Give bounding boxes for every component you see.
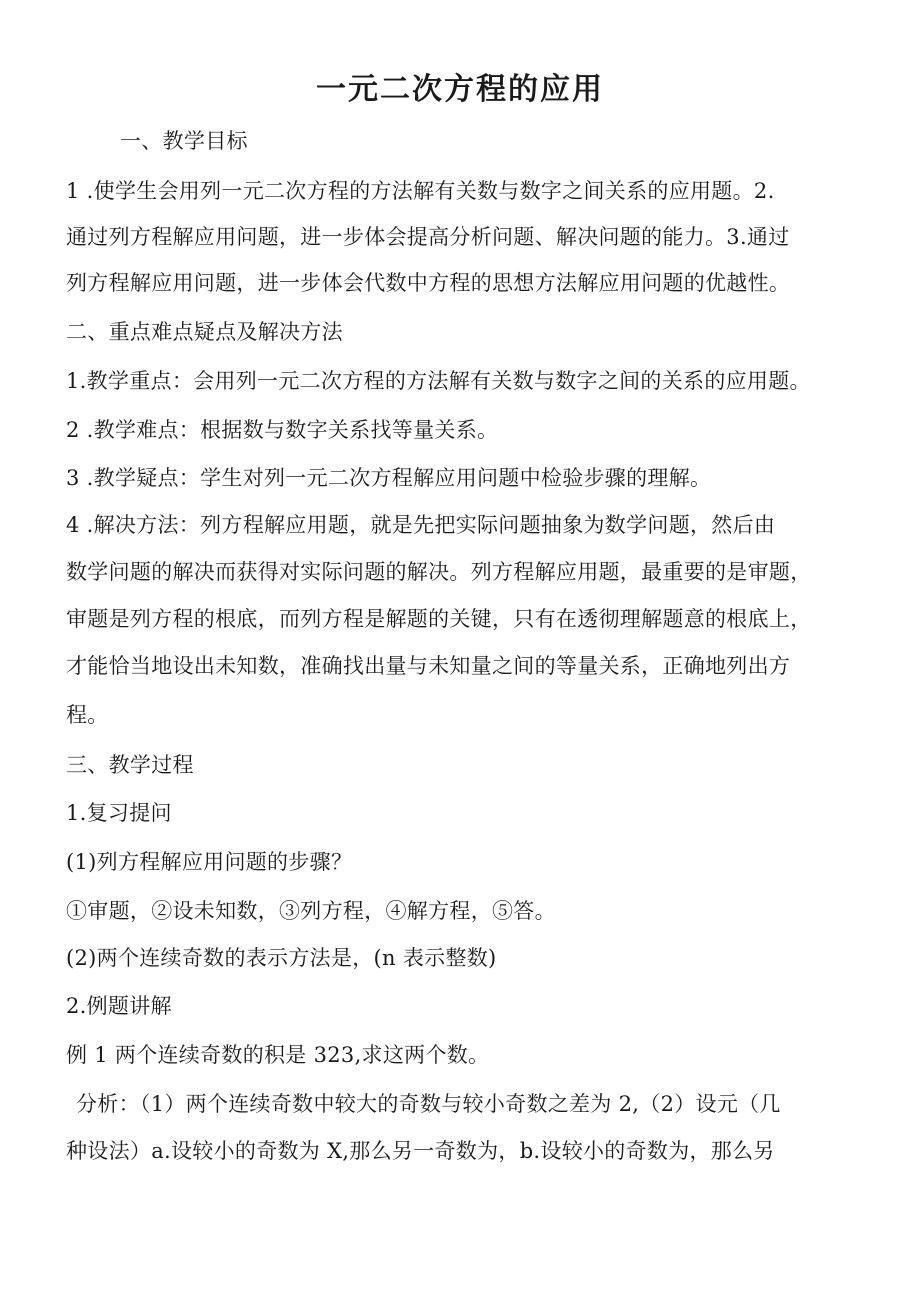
paragraph-line: 1.教学重点：会用列一元二次方程的方法解有关数与数字之间的关系的应用题。 xyxy=(66,369,811,393)
paragraph-line: 分析：（1）两个连续奇数中较大的奇数与较小奇数之差为 2,（2）设元（几 xyxy=(76,1092,781,1116)
paragraph-line: (2)两个连续奇数的表示方法是，(n 表示整数) xyxy=(66,946,497,970)
subsection-heading-examples: 2.例题讲解 xyxy=(66,994,172,1018)
paragraph-line: 审题是列方程的根底，而列方程是解题的关键，只有在透彻理解题意的根底上， xyxy=(66,607,812,631)
paragraph-line: 数学问题的解决而获得对实际问题的解决。列方程解应用题，最重要的是审题， xyxy=(66,560,812,584)
subsection-heading-review: 1.复习提问 xyxy=(66,801,172,825)
paragraph-line: 种设法）a.设较小的奇数为 X,那么另一奇数为，b.设较小的奇数为，那么另 xyxy=(66,1139,775,1163)
paragraph-line: 才能恰当地设出未知数，准确找出量与未知量之间的等量关系，正确地列出方 xyxy=(66,654,791,678)
example-heading: 例 1 两个连续奇数的积是 323,求这两个数。 xyxy=(66,1043,490,1067)
paragraph-line: 程。 xyxy=(66,703,109,727)
section-heading-process: 三、教学过程 xyxy=(66,753,194,777)
paragraph-line: 通过列方程解应用问题，进一步体会提高分析问题、解决问题的能力。3.通过 xyxy=(66,225,790,249)
section-heading-key-points: 二、重点难点疑点及解决方法 xyxy=(66,320,343,344)
document-title: 一元二次方程的应用 xyxy=(316,72,604,107)
paragraph-line: (1)列方程解应用问题的步骤？ xyxy=(66,850,353,874)
paragraph-line: 2 .教学难点：根据数与数字关系找等量关系。 xyxy=(66,418,499,442)
paragraph-line: 列方程解应用问题，进一步体会代数中方程的思想方法解应用问题的优越性。 xyxy=(66,271,791,295)
paragraph-line: ①审题，②设未知数，③列方程，④解方程，⑤答。 xyxy=(66,899,556,923)
section-heading-objectives: 一、教学目标 xyxy=(120,129,248,153)
paragraph-line: 4 .解决方法：列方程解应用题，就是先把实际问题抽象为数学问题，然后由 xyxy=(66,513,776,537)
paragraph-line: 3 .教学疑点：学生对列一元二次方程解应用问题中检验步骤的理解。 xyxy=(66,466,712,490)
paragraph-line: 1 .使学生会用列一元二次方程的方法解有关数与数字之间关系的应用题。2. xyxy=(66,179,775,203)
